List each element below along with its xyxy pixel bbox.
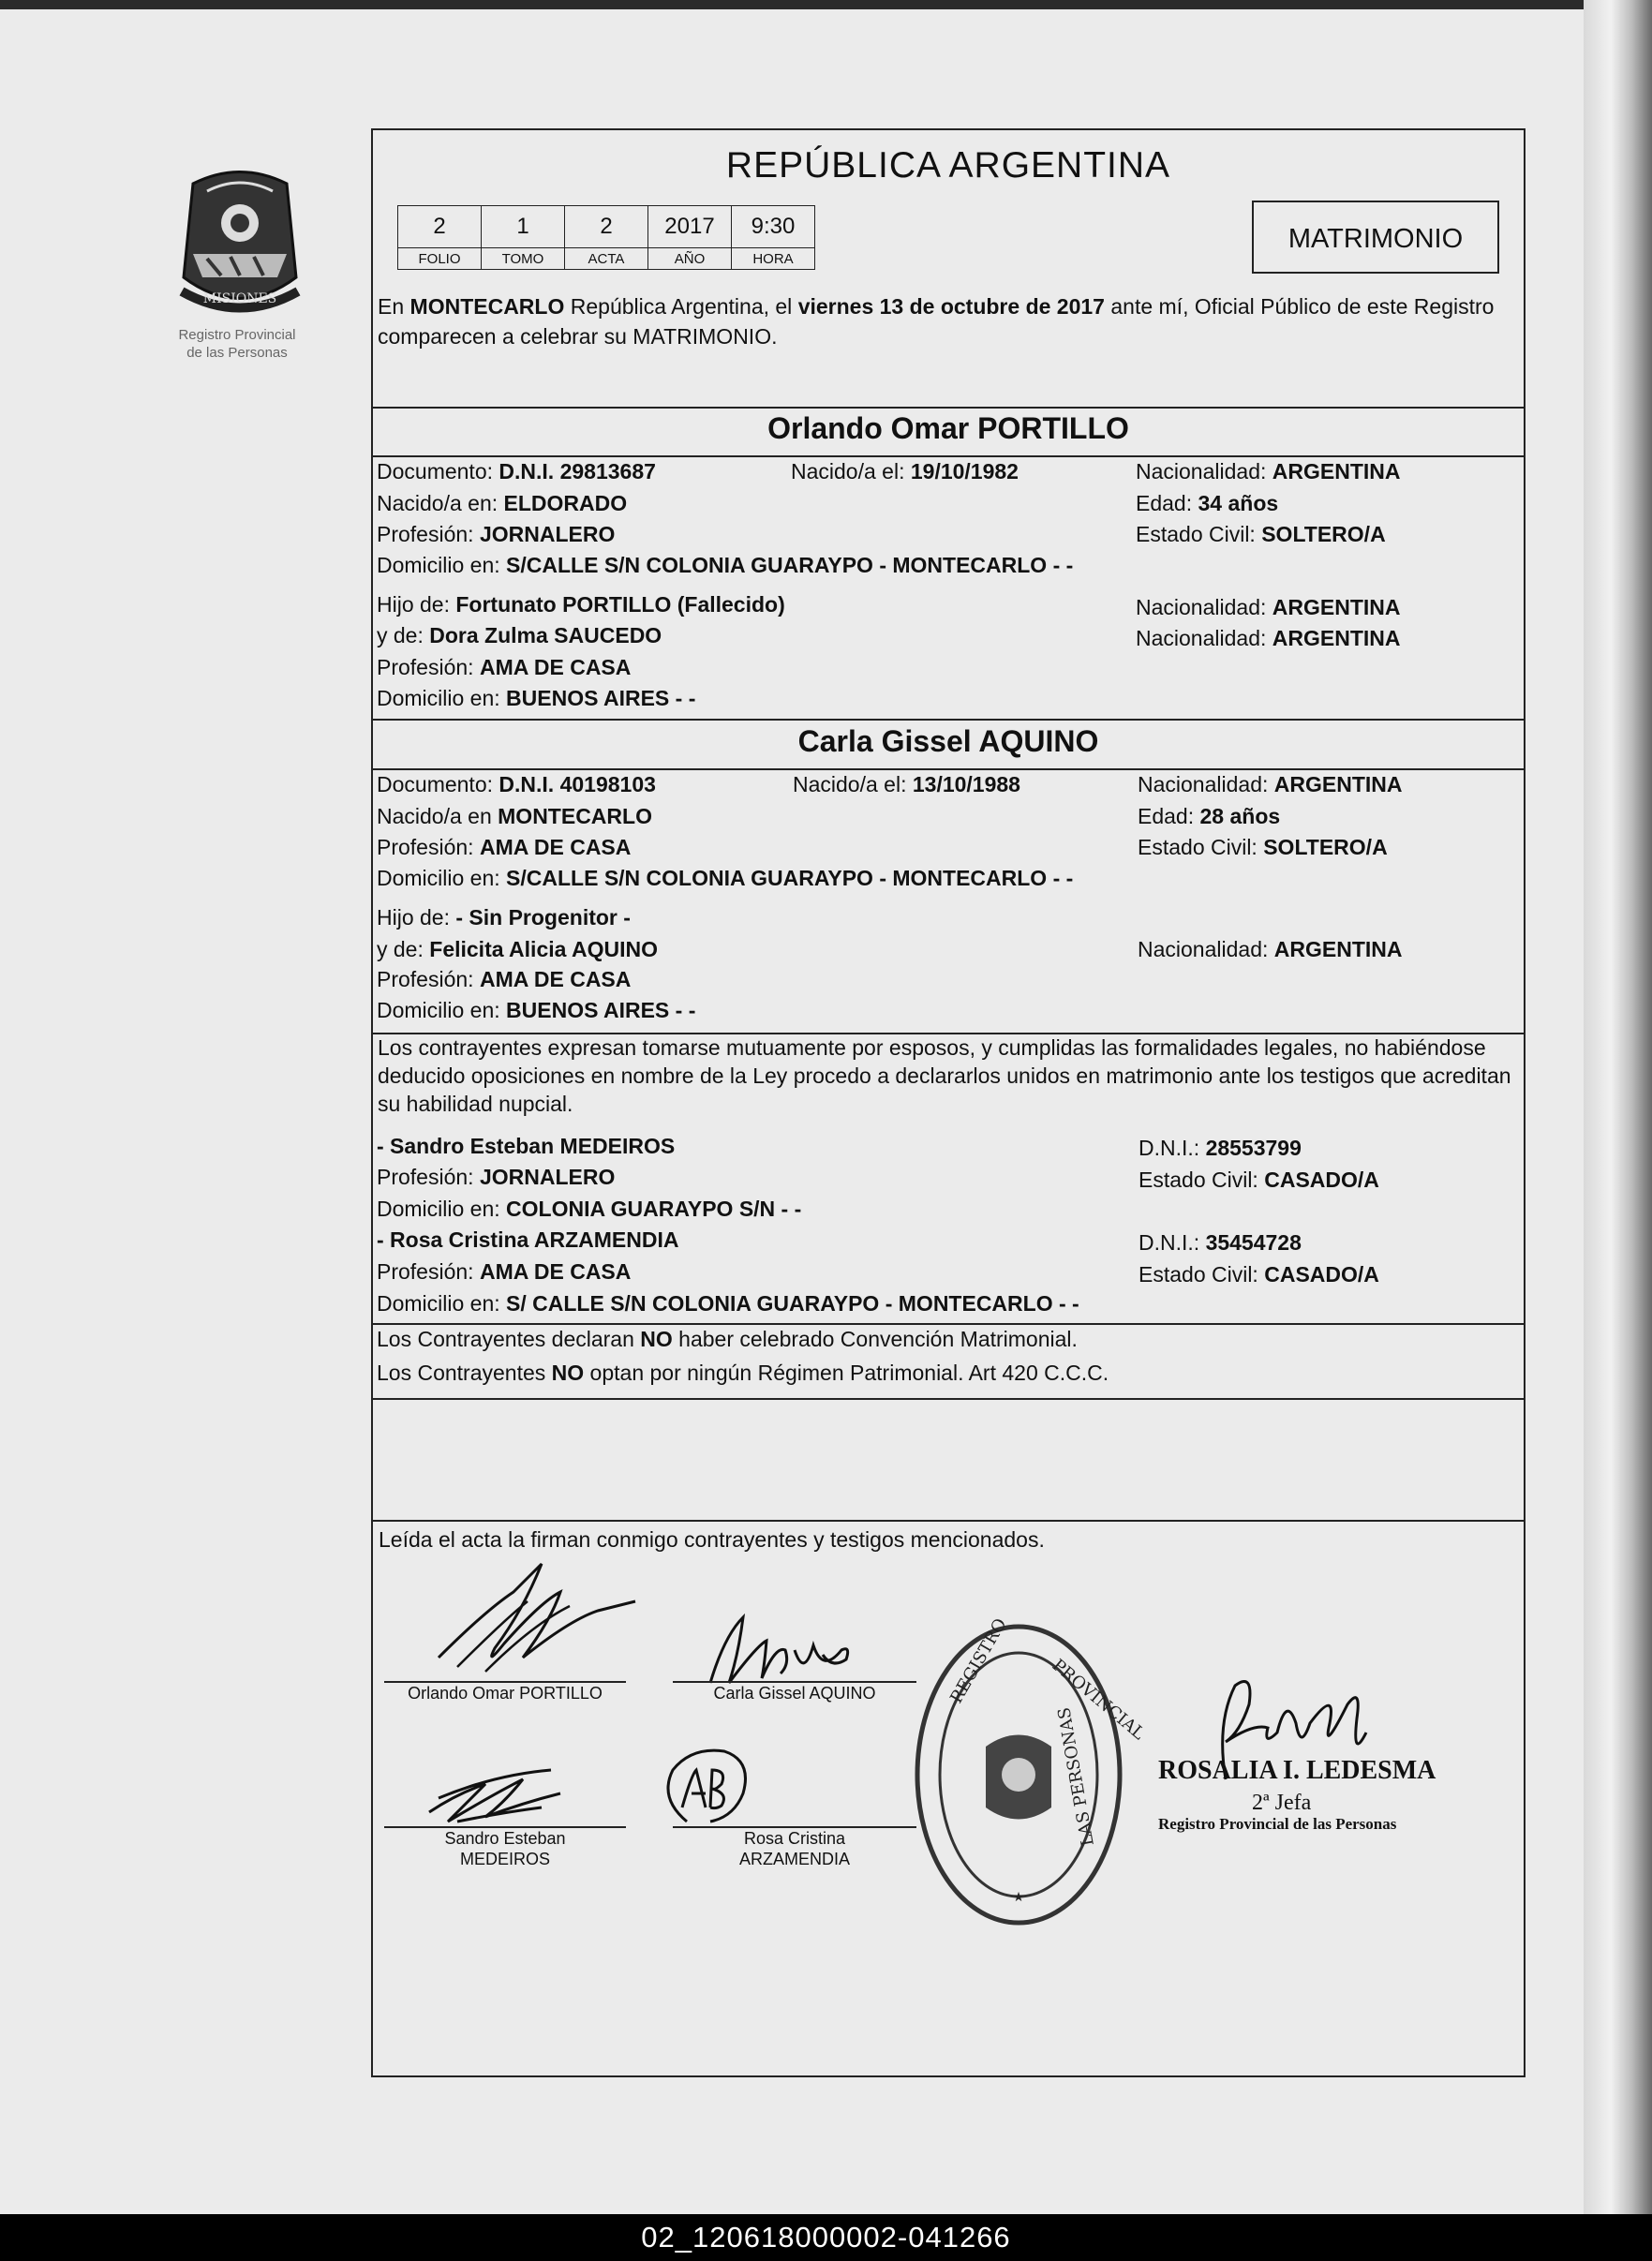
registry-logo-icon xyxy=(165,165,315,320)
witness2-address: Domicilio en: S/ CALLE S/N COLONIA GUARAYPO - MONTECARLO - - xyxy=(377,1291,1079,1316)
spouse1-age: Edad: 34 años xyxy=(1136,491,1279,515)
year-value: 2017 xyxy=(648,206,732,248)
witness1-address: Domicilio en: COLONIA GUARAYPO S/N - - xyxy=(377,1197,802,1221)
svg-text:MISIONES: MISIONES xyxy=(202,291,277,306)
officer-title: 2ª Jefa xyxy=(1252,1791,1312,1815)
folio-label: FOLIO xyxy=(398,248,482,270)
book-page-edge xyxy=(1584,0,1652,2214)
spouse1-birth-date: Nacido/a el: 19/10/1982 xyxy=(791,459,1019,483)
svg-text:LAS PERSONAS: LAS PERSONAS xyxy=(1054,1705,1098,1848)
spouse2-birth-place: Nacido/a en MONTECARLO xyxy=(377,804,652,828)
declaration-paragraph: Los contrayentes expresan tomarse mutuamente por esposos, y cumplidas las formalidades legales, no habiéndose deducido oposiciones en nombre de la Ley procedo a declararlos unidos en matrimonio ante los testigos que acreditan su habilidad nupcial. xyxy=(378,1035,1511,1116)
spouse2-mother-nationality: Nacionalidad: ARGENTINA xyxy=(1138,937,1403,961)
officer-organization: Registro Provincial de las Personas xyxy=(1158,1815,1397,1833)
divider xyxy=(373,1398,1524,1400)
certificate-type-box: MATRIMONIO xyxy=(1252,201,1499,274)
spouse1-birth-place: Nacido/a en: ELDORADO xyxy=(377,491,628,515)
witness2-name: - Rosa Cristina ARZAMENDIA xyxy=(377,1227,679,1252)
spouse1-mother: y de: Dora Zulma SAUCEDO xyxy=(377,623,662,647)
scan-reference-code: 02_120618000002-041266 xyxy=(0,2214,1652,2261)
marriage-certificate-form xyxy=(371,128,1525,2077)
officer-name: ROSALIA I. LEDESMA xyxy=(1158,1756,1436,1785)
intro-paragraph: En MONTECARLO República Argentina, el viernes 13 de octubre de 2017 ante mí, Oficial Público de este Registro comparecen a celebrar su MATRIMONIO. xyxy=(378,294,1495,349)
spouse1-signature-label: Orlando Omar PORTILLO xyxy=(408,1684,603,1703)
acta-label: ACTA xyxy=(565,248,648,270)
spouse1-nationality: Nacionalidad: ARGENTINA xyxy=(1136,459,1401,483)
patrimonial-regime-statement: Los Contrayentes NO optan por ningún Régimen Patrimonial. Art 420 C.C.C. xyxy=(377,1361,1109,1385)
year-label: AÑO xyxy=(648,248,732,270)
divider xyxy=(373,407,1524,409)
svg-text:★: ★ xyxy=(1012,1889,1025,1904)
spouse2-address: Domicilio en: S/CALLE S/N COLONIA GUARAYPO - MONTECARLO - - xyxy=(377,866,1074,890)
spouse2-document: Documento: D.N.I. 40198103 xyxy=(377,772,656,796)
spouse2-age: Edad: 28 años xyxy=(1138,804,1281,828)
spouse2-signature-label: Carla Gissel AQUINO xyxy=(713,1684,876,1703)
witness1-name: - Sandro Esteban MEDEIROS xyxy=(377,1134,676,1158)
registry-logo-label: Registro Provincial de las Personas xyxy=(178,327,296,361)
spouse2-profession: Profesión: AMA DE CASA xyxy=(377,835,632,859)
spouse1-document: Documento: D.N.I. 29813687 xyxy=(377,459,656,483)
witness2-civil-status: Estado Civil: CASADO/A xyxy=(1139,1262,1379,1287)
svg-text:PROVINCIAL: PROVINCIAL xyxy=(1048,1655,1149,1745)
spouse1-signature-icon xyxy=(429,1554,645,1676)
tomo-label: TOMO xyxy=(482,248,565,270)
spouse2-parents-address: Domicilio en: BUENOS AIRES - - xyxy=(377,998,696,1022)
reference-table xyxy=(397,205,815,270)
spouse2-father: Hijo de: - Sin Progenitor - xyxy=(377,905,631,930)
witness1-signature-label: Sandro Esteban MEDEIROS xyxy=(444,1829,566,1868)
spouse2-signature-icon xyxy=(692,1608,879,1692)
svg-text:REGISTRO: REGISTRO xyxy=(946,1614,1011,1707)
official-stamp-icon xyxy=(911,1614,1149,1929)
spouse1-civil-status: Estado Civil: SOLTERO/A xyxy=(1136,522,1386,546)
spouse1-mother-nationality: Nacionalidad: ARGENTINA xyxy=(1136,626,1401,650)
witness2-profession: Profesión: AMA DE CASA xyxy=(377,1259,632,1284)
spouse1-mother-profession: Profesión: AMA DE CASA xyxy=(377,655,632,679)
folio-value: 2 xyxy=(398,206,482,248)
divider xyxy=(373,1520,1524,1522)
witness2-signature-label: Rosa Cristina ARZAMENDIA xyxy=(738,1829,850,1868)
spouse1-address: Domicilio en: S/CALLE S/N COLONIA GUARAYPO - MONTECARLO - - xyxy=(377,553,1074,577)
spouse2-nationality: Nacionalidad: ARGENTINA xyxy=(1138,772,1403,796)
spouse1-profession: Profesión: JORNALERO xyxy=(377,522,616,546)
hour-label: HORA xyxy=(732,248,815,270)
convention-statement: Los Contrayentes declaran NO haber celebrado Convención Matrimonial. xyxy=(377,1327,1078,1351)
witness1-profession: Profesión: JORNALERO xyxy=(377,1165,616,1189)
spouse2-birth-date: Nacido/a el: 13/10/1988 xyxy=(793,772,1020,796)
divider xyxy=(373,719,1524,721)
document-title: REPÚBLICA ARGENTINA xyxy=(725,145,1171,186)
spouse1-father: Hijo de: Fortunato PORTILLO (Fallecido) xyxy=(377,592,785,617)
tomo-value: 1 xyxy=(482,206,565,248)
spouse2-mother-profession: Profesión: AMA DE CASA xyxy=(377,967,632,991)
spouse2-name: Carla Gissel AQUINO xyxy=(797,724,1099,758)
spouse2-civil-status: Estado Civil: SOLTERO/A xyxy=(1138,835,1388,859)
spouse1-father-nationality: Nacionalidad: ARGENTINA xyxy=(1136,595,1401,619)
witness1-civil-status: Estado Civil: CASADO/A xyxy=(1139,1168,1379,1192)
witness2-dni: D.N.I.: 35454728 xyxy=(1139,1230,1302,1255)
witness1-dni: D.N.I.: 28553799 xyxy=(1139,1136,1302,1160)
hour-value: 9:30 xyxy=(732,206,815,248)
spouse1-name: Orlando Omar PORTILLO xyxy=(767,411,1129,445)
spouse1-parents-address: Domicilio en: BUENOS AIRES - - xyxy=(377,686,696,710)
witness2-signature-icon xyxy=(654,1742,766,1831)
signature-intro: Leída el acta la firman conmigo contrayentes y testigos mencionados. xyxy=(379,1527,1045,1552)
witness1-signature-icon xyxy=(420,1756,570,1831)
acta-value: 2 xyxy=(565,206,648,248)
spouse2-mother: y de: Felicita Alicia AQUINO xyxy=(377,937,658,961)
